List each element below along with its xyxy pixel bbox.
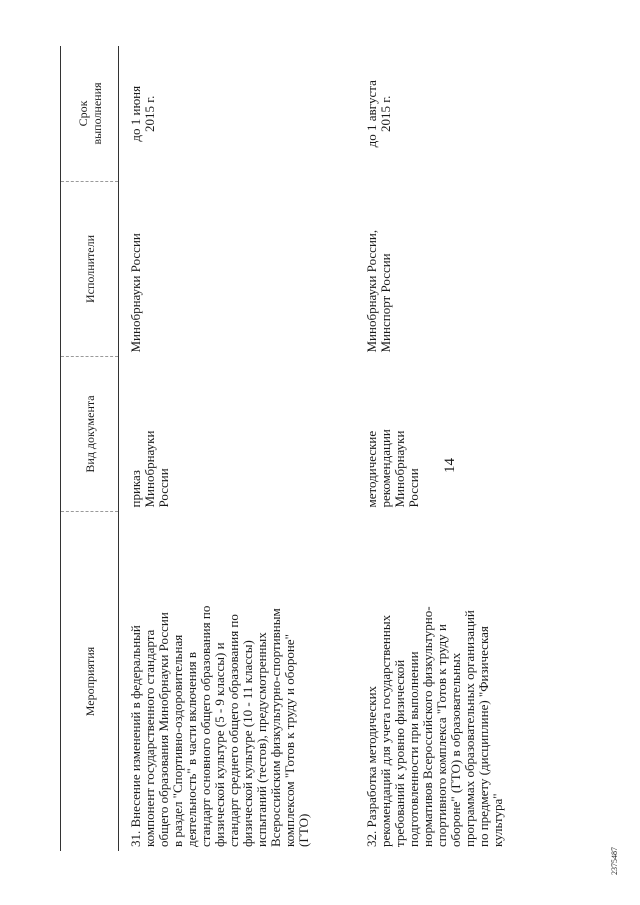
- activity-line: стандарт основного общего образования по: [198, 605, 213, 847]
- header-deadline: [61, 46, 119, 182]
- activity-line: испытаний (тестов), предусмотренных: [254, 632, 269, 847]
- activity-line: рекомендаций для учета государственных: [378, 614, 393, 847]
- deadline-cell: [355, 46, 565, 182]
- activity-cell: [355, 512, 565, 852]
- doc-type-line: Минобрнауки: [142, 430, 157, 508]
- page-number: 14: [442, 458, 458, 473]
- deadline-line: до 1 июня: [128, 85, 143, 142]
- doc-type-line: России: [156, 468, 171, 508]
- header-deadline-word1: Срок: [75, 100, 90, 127]
- activity-line: физической культуре (5 - 9 классы) и: [212, 642, 227, 847]
- deadline-cell: [119, 46, 356, 182]
- activity-cell: [119, 512, 356, 852]
- activity-line: нормативов Всероссийского физкультурно-: [420, 606, 435, 847]
- activity-line: требований к уровню физической: [392, 659, 407, 847]
- activity-line: 31. Внесение изменений в федеральный: [128, 625, 143, 847]
- deadline-line: 2015 г.: [142, 95, 157, 132]
- executors-cell: [355, 182, 565, 357]
- doc-type-line: Минобрнауки: [392, 430, 407, 508]
- header-document-type: Вид документа: [61, 357, 119, 512]
- activity-line: Всероссийским физкультурно-спортивным: [268, 608, 283, 847]
- table-row: [119, 46, 356, 851]
- action-plan-table: [60, 46, 565, 851]
- activity-line: подготовленности при выполнении: [406, 651, 421, 847]
- document-type-cell: [355, 357, 565, 512]
- activity-line: общего образования Минобрнауки России: [156, 612, 171, 847]
- document-type-cell: [119, 357, 356, 512]
- activity-line: физической культуре (10 - 11 классы): [240, 640, 255, 847]
- activity-line: деятельность" в части включения в: [184, 651, 199, 847]
- header-executors: Исполнители: [61, 182, 119, 357]
- header-activities: Мероприятия: [61, 512, 119, 852]
- doc-type-line: приказ: [128, 470, 143, 508]
- activity-line: в раздел "Спортивно-оздоровительная: [170, 634, 185, 847]
- activity-line: компонент государственного стандарта: [142, 629, 157, 847]
- activity-line: 32. Разработка методических: [364, 685, 379, 847]
- document-code: 2375487: [610, 847, 619, 875]
- activity-line: культура": [490, 793, 505, 847]
- activity-line: (ГТО): [296, 813, 311, 847]
- deadline-line: до 1 августа: [364, 80, 379, 148]
- activity-line: стандарт среднего общего образования по: [226, 614, 241, 847]
- doc-type-line: рекомендации: [378, 429, 393, 508]
- executor-line: Минобрнауки России,: [364, 229, 379, 353]
- activity-line: обороне" (ГТО) в образовательных: [448, 652, 463, 847]
- header-deadline-word2: выполнения: [89, 82, 104, 145]
- activity-line: программах образовательных организаций: [462, 610, 477, 847]
- doc-type-line: России: [406, 468, 421, 508]
- table-row: [355, 46, 565, 851]
- executor-line: Минспорт России: [378, 253, 393, 353]
- doc-type-line: методические: [364, 430, 379, 508]
- executors-cell: [119, 182, 356, 357]
- activity-line: комплексом "Готов к труду и обороне": [282, 634, 297, 847]
- deadline-line: 2015 г.: [378, 95, 393, 132]
- executor-line: Минобрнауки России: [128, 233, 143, 353]
- activity-line: по предмету (дисциплине) "Физическая: [476, 626, 491, 847]
- table-header-row: [61, 46, 119, 851]
- activity-line: спортивного комплекса "Готов к труду и: [434, 624, 449, 847]
